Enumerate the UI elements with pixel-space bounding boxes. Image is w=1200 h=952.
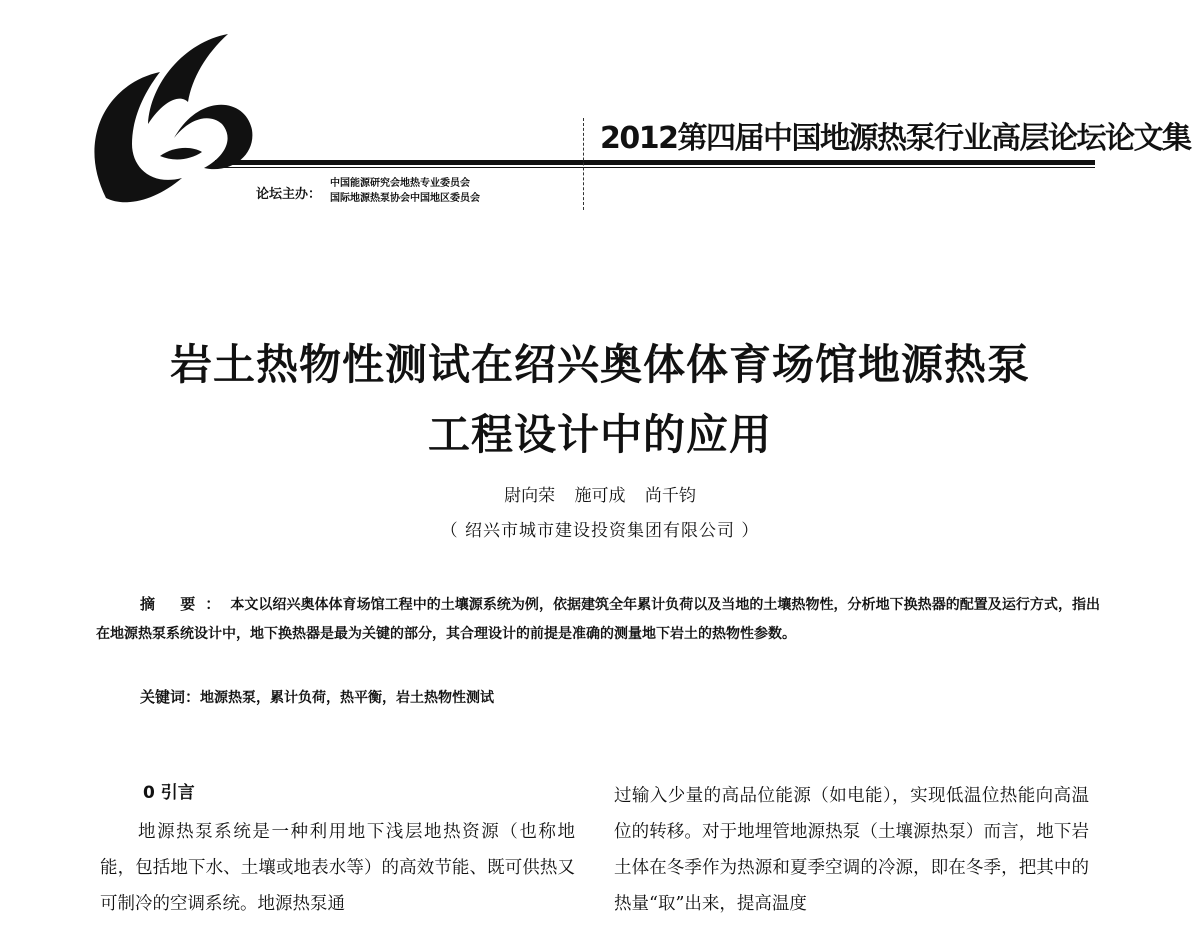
keywords	[140, 683, 1100, 713]
host-label: 论坛主办：	[256, 187, 322, 202]
paper-title	[100, 330, 1100, 470]
authors: 尉向荣 施可成 尚千钧	[504, 486, 696, 506]
abstract	[96, 590, 1100, 649]
abstract-label: 摘 要：	[140, 595, 231, 613]
paper-title-line-1: 岩土热物性测试在绍兴奥体体育场馆地源热泵	[169, 340, 1030, 389]
host-org-1: 中国能源研究会地热专业委员会	[330, 178, 470, 189]
paper-title-line-2: 工程设计中的应用	[427, 410, 772, 459]
body-left-column: 地源热泵系统是一种利用地下浅层地热资源（也称地能，包括地下水、土壤或地表水等）的高效节能、既可供热又可制冷的空调系统。地源热泵通	[100, 822, 575, 914]
host-organizations	[330, 176, 480, 206]
abstract-text: 本文以绍兴奥体体育场馆工程中的土壤源系统为例，依据建筑全年累计负荷以及当地的土壤热物性，分析地下换热器的配置及运行方式，指出在地源热泵系统设计中，地下换热器是最为关键的部分，其合理设计的前提是准确的测量地下岩土的热物性参数。	[96, 597, 1100, 642]
forum-logo-icon	[88, 28, 278, 218]
keywords-text: 地源热泵，累计负荷，热平衡，岩土热物性测试	[200, 690, 495, 706]
affiliation: （ 绍兴市城市建设投资集团有限公司 ）	[440, 521, 760, 541]
proceedings-title: 2012第四届中国地源热泵行业高层论坛论文集	[600, 121, 1191, 156]
host-org-2: 国际地源热泵协会中国地区委员会	[330, 193, 480, 204]
section-heading-introduction: 0 引言	[143, 783, 195, 803]
keywords-label: 关键词：	[140, 688, 201, 706]
header-rule	[215, 160, 1095, 165]
body-right-column: 过输入少量的高品位能源（如电能），实现低温位热能向高温位的转移。对于地埋管地源热泵（土壤源热泵）而言，地下岩土体在冬季作为热源和夏季空调的冷源，即在冬季，把其中的热量“取”出来，提高温度	[614, 786, 1089, 914]
header-rule-thin	[215, 167, 1095, 168]
header-divider	[583, 118, 585, 210]
